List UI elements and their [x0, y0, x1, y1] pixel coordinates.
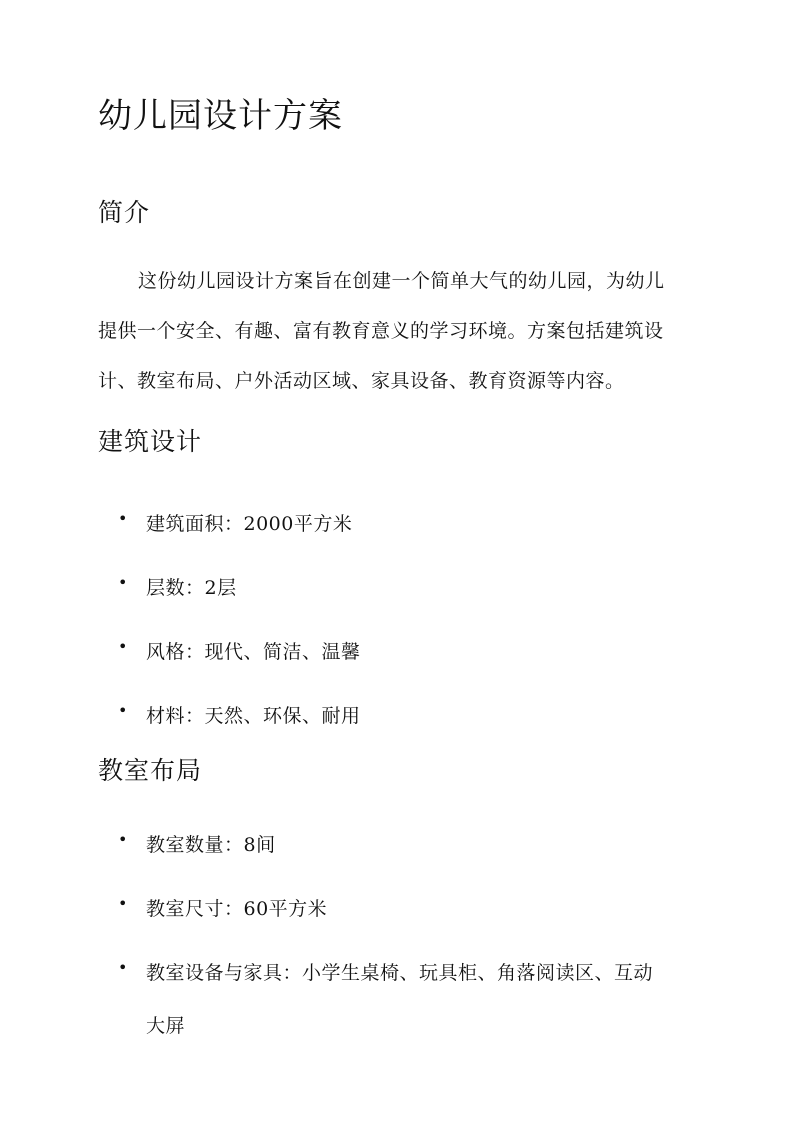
bullet-icon: •	[118, 573, 128, 592]
intro-line-3: 计、教室布局、户外活动区域、家具设备、教育资源等内容。	[98, 370, 625, 392]
intro-line-1: 这份幼儿园设计方案旨在创建一个简单大气的幼儿园，为幼儿	[138, 270, 665, 292]
list-item	[118, 701, 361, 728]
list-item	[118, 573, 361, 600]
list-item	[118, 830, 653, 857]
architecture-item-floors: 层数：2层	[146, 577, 237, 599]
document-title: 幼儿园设计方案	[98, 96, 343, 136]
architecture-item-style: 风格：现代、简洁、温馨	[146, 641, 361, 663]
architecture-item-area: 建筑面积：2000平方米	[146, 513, 353, 535]
architecture-list	[118, 509, 361, 728]
classroom-item-equipment: 教室设备与家具：小学生桌椅、玩具柜、角落阅读区、互动	[146, 962, 654, 984]
architecture-item-material: 材料：天然、环保、耐用	[146, 705, 361, 727]
bullet-icon: •	[118, 894, 128, 913]
classroom-item-count: 教室数量：8间	[146, 834, 276, 856]
bullet-icon: •	[118, 830, 128, 849]
list-item	[118, 894, 653, 921]
classroom-list	[118, 830, 653, 1038]
classroom-item-size: 教室尺寸：60平方米	[146, 898, 328, 920]
list-item	[118, 509, 361, 536]
section-heading-classroom: 教室布局	[98, 756, 203, 785]
section-heading-architecture: 建筑设计	[98, 427, 203, 456]
bullet-icon: •	[118, 637, 128, 656]
intro-paragraph	[98, 256, 702, 406]
section-heading-intro: 简介	[98, 198, 151, 227]
classroom-item-equipment-continued: 大屏	[146, 1015, 186, 1037]
bullet-icon: •	[118, 958, 128, 977]
list-item	[118, 637, 361, 664]
list-item	[118, 958, 653, 1038]
intro-line-2: 提供一个安全、有趣、富有教育意义的学习环境。方案包括建筑设	[98, 320, 664, 342]
bullet-icon: •	[118, 701, 128, 720]
bullet-icon: •	[118, 509, 128, 528]
